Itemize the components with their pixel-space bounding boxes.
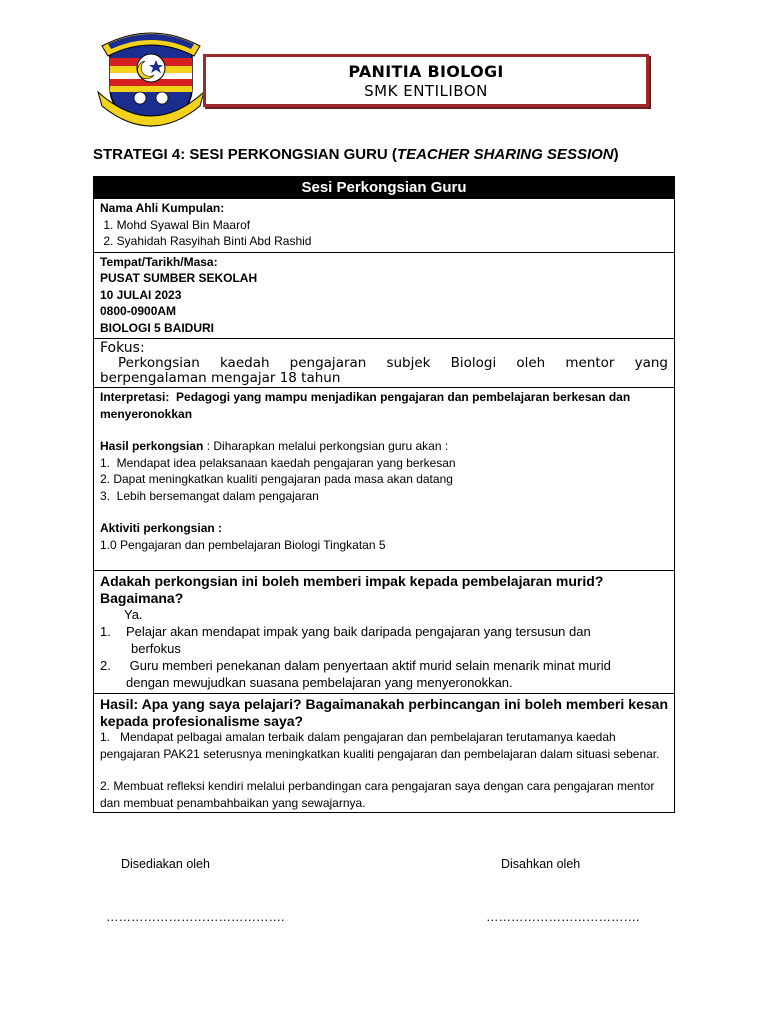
impact-question: Adakah perkongsian ini boleh memberi impak kepada pembelajaran murid? Bagaimana? — [100, 573, 604, 606]
form-banner: Sesi Perkongsian Guru — [94, 177, 674, 199]
sharing-session-form — [93, 176, 675, 813]
class-line: BIOLOGI 5 BAIDURI — [100, 320, 215, 335]
point-text: Pelajar akan mendapat impak yang baik daripada pengajaran yang tersusun dan — [126, 624, 591, 639]
committee-title: PANITIA BIOLOGI — [348, 62, 504, 81]
member-item: 2. Syahidah Rasyihah Binti Abd Rashid — [100, 234, 312, 248]
focus-section — [94, 339, 674, 388]
school-name: SMK ENTILIBON — [364, 82, 488, 100]
point-number: 1. — [100, 624, 111, 639]
impact-point — [100, 623, 668, 640]
result-question: Hasil: Apa yang saya pelajari? Bagaimanakah perbincangan ini boleh memberi kesan kepada profesionalisme saya? — [100, 696, 668, 729]
approved-by-label: Disahkan oleh — [501, 857, 581, 871]
members-section — [94, 199, 674, 253]
strategy-prefix: STRATEGI 4: SESI PERKONGSIAN GURU ( — [93, 146, 397, 163]
point-text: Guru memberi penekanan dalam penyertaan aktif murid selain menarik minat murid — [126, 658, 611, 673]
result-label: Hasil perkongsian — [100, 439, 204, 453]
result-item: 2. Dapat meningkatkan kualiti pengajaran pada masa akan datang — [100, 472, 453, 486]
crest-icon — [96, 22, 206, 134]
strategy-title — [93, 146, 619, 163]
result-paragraph-1: 1. Mendapat pelbagai amalan terbaik dalam pengajaran dan pembelajaran terutamanya kaedah pengajaran PAK21 seterusnya meningkatkan kualiti pengajaran dan pembelajaran dalam situasi sebenar. — [100, 730, 660, 761]
time-line: 0800-0900AM — [100, 304, 177, 318]
school-crest-logo — [96, 22, 206, 134]
member-item: 1. Mohd Syawal Bin Maarof — [100, 217, 251, 232]
prepared-signature-line: ……………………………………. — [106, 910, 285, 924]
result-paragraph-2: 2. Membuat refleksi kendiri melalui perbandingan cara pengajaran saya dengan cara pengajaran mentor dan membuat penambahbaikan yang sewajarnya. — [100, 779, 655, 810]
place-label: Tempat/Tarikh/Masa: — [100, 254, 218, 269]
focus-label: Fokus: — [100, 340, 145, 356]
impact-section — [94, 571, 674, 694]
result-intro: : Diharapkan melalui perkongsian guru akan : — [203, 439, 449, 453]
impact-yes: Ya. — [124, 607, 143, 622]
result-section — [94, 694, 674, 812]
result-item: 1. Mendapat idea pelaksanaan kaedah pengajaran yang berkesan — [100, 455, 456, 470]
interpretation-section — [94, 388, 674, 571]
result-intro-line — [100, 438, 668, 455]
result-item: 3. Lebih bersemangat dalam pengajaran — [100, 488, 319, 503]
strategy-suffix: ) — [613, 146, 619, 163]
header-box — [203, 54, 649, 107]
point-continuation: berfokus — [131, 641, 181, 656]
interpretation-text: Pedagogi yang mampu menjadikan pengajaran dan pembelajaran berkesan dan menyeronokkan — [100, 390, 631, 421]
activity-item: 1.0 Pengajaran dan pembelajaran Biologi Tingkatan 5 — [100, 537, 386, 552]
approved-signature-line: ………………………………. — [486, 910, 640, 924]
strategy-italic: TEACHER SHARING SESSION — [396, 146, 614, 163]
interpretation-label: Interpretasi: — [100, 390, 170, 404]
point-continuation: dengan mewujudkan suasana pembelajaran yang menyeronokkan. — [126, 675, 513, 690]
prepared-by-label: Disediakan oleh — [121, 857, 210, 871]
members-label: Nama Ahli Kumpulan: — [100, 201, 225, 215]
focus-text: Perkongsian kaedah pengajaran subjek Biologi oleh mentor yang berpengalaman mengajar 18 tahun — [100, 355, 668, 386]
place-line: PUSAT SUMBER SEKOLAH — [100, 271, 258, 285]
date-line: 10 JULAI 2023 — [100, 287, 182, 302]
point-number: 2. — [100, 658, 111, 673]
interpretation-block — [100, 389, 668, 422]
place-section — [94, 253, 674, 340]
impact-point — [100, 657, 668, 674]
activity-label: Aktiviti perkongsian : — [100, 521, 223, 535]
